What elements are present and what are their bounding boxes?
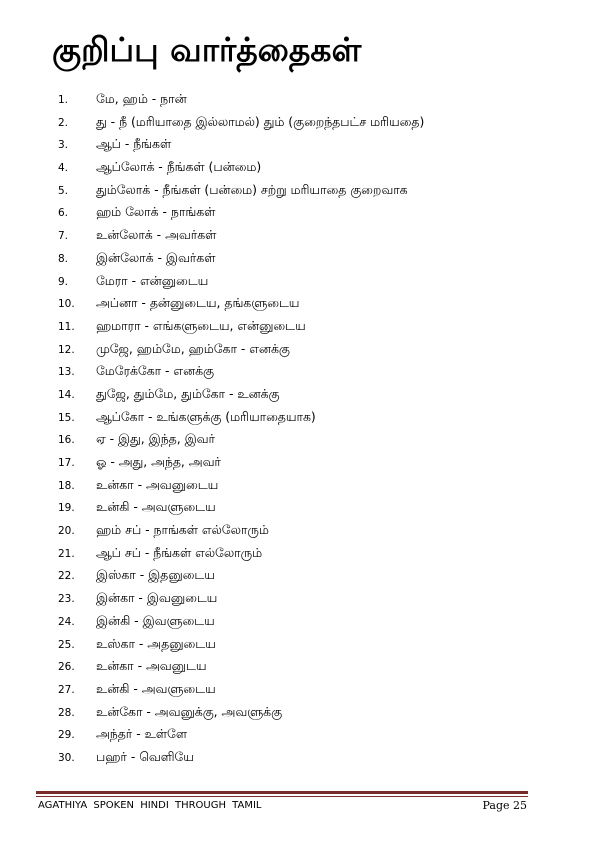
list-item <box>0 724 600 747</box>
list-item <box>0 475 600 498</box>
list-item-number: 26. <box>58 661 75 674</box>
list-item-text: ஓ - அது, அந்த, அவர் <box>96 454 221 469</box>
list-item <box>0 429 600 452</box>
footer-page-number: Page 25 <box>482 799 527 812</box>
list-item-number: 18. <box>58 479 75 492</box>
list-item-text: ஹமாரா - எங்களுடைய, என்னுடைய <box>96 317 306 333</box>
list-item-text: ஆப் சப் - நீங்கள் எல்லோரும் <box>96 544 263 560</box>
list-item-text: இன்கா - இவனுடைய <box>96 590 218 606</box>
list-item <box>0 293 600 316</box>
list-item-number: 10. <box>58 298 75 311</box>
list-item-number: 6. <box>58 207 69 220</box>
list-item-text: ஹம் லோக் - நாங்கள் <box>96 204 216 220</box>
list-item <box>0 112 600 135</box>
list-item-text: ஆப்லோக் - நீங்கள் (பன்மை) <box>96 159 262 175</box>
list-item <box>0 407 600 430</box>
list-item-number: 23. <box>58 593 75 606</box>
list-item-number: 16. <box>58 434 75 447</box>
list-item-text: தும்லோக் - நீங்கள் (பன்மை) சற்று மரியாதை குறைவாக <box>96 181 408 197</box>
list-item-number: 4. <box>58 162 69 175</box>
list-item-number: 11. <box>58 320 75 333</box>
list-item-number: 20. <box>58 525 75 538</box>
word-list <box>0 89 600 770</box>
list-item-number: 28. <box>58 706 75 719</box>
footer-divider <box>36 791 528 794</box>
list-item <box>0 248 600 271</box>
list-item-text: து - நீ (மரியாதை இல்லாமல்) தும் (குறைந்தபட்ச மரியதை) <box>96 113 425 129</box>
list-item-text: மேரேக்கோ - எனக்கு <box>96 363 214 379</box>
list-item-number: 5. <box>58 184 69 197</box>
list-item-number: 14. <box>58 388 75 401</box>
list-item-number: 9. <box>58 275 69 288</box>
list-item-number: 19. <box>58 502 75 515</box>
list-item-text: முஜே, ஹம்மே, ஹம்கோ - எனக்கு <box>96 340 290 356</box>
list-item <box>0 611 600 634</box>
list-item-text: பஹர் - வெளியே <box>96 748 194 764</box>
list-item <box>0 384 600 407</box>
list-item-number: 2. <box>58 116 69 129</box>
list-item <box>0 202 600 225</box>
list-item <box>0 225 600 248</box>
list-item-text: ஹம் சப் - நாங்கள் எல்லோரும் <box>96 522 269 538</box>
list-item-number: 13. <box>58 366 75 379</box>
list-item-text: உன்கா - அவனுடய <box>96 658 207 674</box>
list-item-text: இன்கி - இவளுடைய <box>96 612 215 628</box>
list-item <box>0 520 600 543</box>
list-item-number: 29. <box>58 729 75 742</box>
list-item-text: உஸ்கா - அதனுடைய <box>96 635 216 651</box>
page-title: குறிப்பு வார்த்தைகள் <box>52 30 362 69</box>
list-item <box>0 134 600 157</box>
list-item-number: 25. <box>58 638 75 651</box>
list-item <box>0 565 600 588</box>
list-item <box>0 316 600 339</box>
list-item-text: மே, ஹம் - நான் <box>96 91 187 106</box>
footer-divider-thin <box>36 796 528 797</box>
list-item-text: உன்கி - அவளுடைய <box>96 680 216 696</box>
footer-book-title: AGATHIYA SPOKEN HINDI THROUGH TAMIL <box>38 800 262 811</box>
list-item-number: 27. <box>58 683 75 696</box>
list-item-number: 1. <box>58 94 69 106</box>
list-item <box>0 679 600 702</box>
list-item <box>0 361 600 384</box>
list-item-text: உன்கோ - அவனுக்கு, அவளுக்கு <box>96 703 283 719</box>
list-item-number: 15. <box>58 411 75 424</box>
list-item-text: ஆப்கோ - உங்களுக்கு (மரியாதையாக) <box>96 408 316 424</box>
list-item-number: 7. <box>58 230 69 243</box>
list-item-text: உன்கா - அவனுடைய <box>96 476 219 492</box>
list-item <box>0 543 600 566</box>
list-item-text: அப்னா - தன்னுடைய, தங்களுடைய <box>96 295 300 311</box>
list-item-text: இஸ்கா - இதனுடைய <box>96 567 215 583</box>
list-item-text: துஜே, தும்மே, தும்கோ - உனக்கு <box>96 385 280 401</box>
list-item-text: அந்தர் - உள்ளே <box>96 726 188 742</box>
list-item-number: 24. <box>58 615 75 628</box>
list-item <box>0 702 600 725</box>
list-item-text: உன்கி - அவளுடைய <box>96 499 216 515</box>
list-item-number: 22. <box>58 570 75 583</box>
list-item-number: 8. <box>58 252 69 265</box>
list-item-text: மேரா - என்னுடைய <box>96 272 209 288</box>
list-item-number: 12. <box>58 343 75 356</box>
list-item <box>0 89 600 112</box>
list-item <box>0 497 600 520</box>
list-item <box>0 634 600 657</box>
list-item <box>0 588 600 611</box>
list-item-number: 21. <box>58 547 75 560</box>
list-item-text: ஏ - இது, இந்த, இவர் <box>96 431 215 447</box>
list-item-text: இன்லோக் - இவர்கள் <box>96 249 216 265</box>
list-item <box>0 339 600 362</box>
list-item <box>0 656 600 679</box>
list-item <box>0 157 600 180</box>
list-item <box>0 452 600 475</box>
list-item <box>0 271 600 294</box>
list-item-number: 30. <box>58 751 75 764</box>
list-item-text: ஆப் - நீங்கள் <box>96 136 172 152</box>
list-item <box>0 180 600 203</box>
list-item-text: உன்லோக் - அவர்கள் <box>96 227 217 243</box>
list-item-number: 3. <box>58 139 69 152</box>
list-item-number: 17. <box>58 457 75 469</box>
list-item <box>0 747 600 770</box>
